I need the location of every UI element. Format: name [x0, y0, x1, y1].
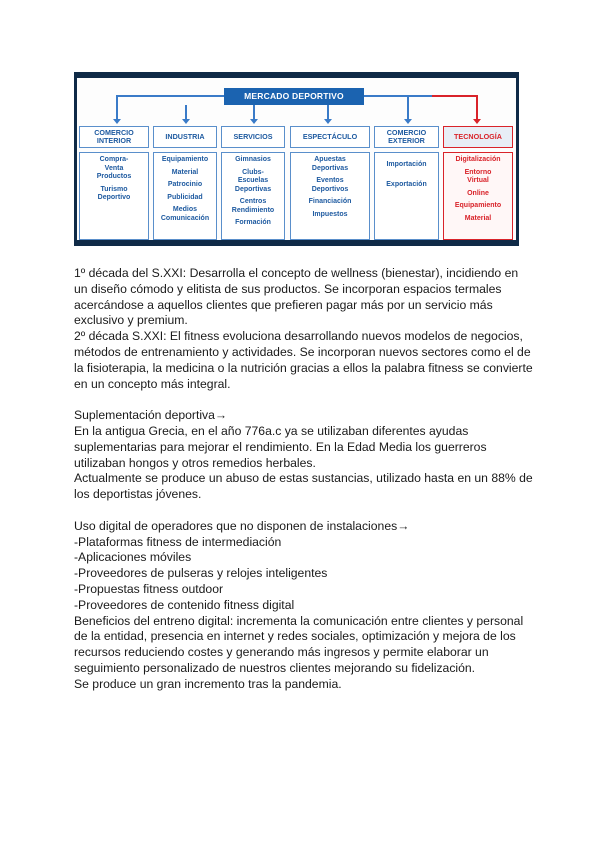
diagram-canvas [77, 78, 516, 240]
diagram-item: Importación [386, 161, 427, 168]
blank-line [74, 503, 534, 519]
arrow-icon [324, 119, 332, 124]
list-item: -Aplicaciones móviles [74, 550, 192, 565]
diagram-item: Compra- Venta Productos [96, 156, 132, 180]
diagram-item: Material [171, 168, 199, 176]
category-comercio-exterior: COMERCIO EXTERIOR [374, 126, 439, 148]
paragraph: 2º década S.XXI: El fitness evoluciona desarrollando nuevos modelos de negocios, métodos de entrenamiento y actividades. Se incorporan nuevos sectores como el de la fisioterapia, la medicina o la nutrición gracias a ellos la palabra fitness se convierte en un concepto más integral. [74, 329, 533, 391]
category-servicios: SERVICIOS [221, 126, 285, 148]
items-espectaculo [290, 152, 370, 240]
paragraph: Beneficios del entreno digital: incrementa la comunicación entre clientes y personal de la entidad, presencia en internet y redes sociales, optimización y mejora de los recursos reduciendo costes y generando más ingresos y permite elaborar un seguimiento personalizado de nuestros clientes mejorando su fidelización. [74, 613, 524, 675]
arrow-icon [113, 119, 121, 124]
diagram-item: Eventos Deportivos [311, 177, 349, 193]
connector [476, 95, 478, 119]
market-diagram [74, 72, 519, 246]
list-item: -Plataformas fitness de intermediación [74, 534, 282, 549]
arrow-icon [404, 119, 412, 124]
blank-line [74, 392, 534, 408]
diagram-item: Entorno Virtual [464, 168, 492, 184]
connector [327, 105, 329, 119]
diagram-item: Formación [235, 219, 271, 226]
diagram-item: Digitalización [455, 156, 501, 163]
paragraph: 1º década del S.XXI: Desarrolla el concepto de wellness (bienestar), incidiendo en un diseño cómodo y elitista de sus productos. Se incorporan espacios termales acercándose a aquellos clientes que prefieren pagar más por un servicio más exclusivo y premium. [74, 266, 519, 328]
items-servicios [221, 152, 285, 240]
connector [407, 95, 409, 119]
list-item: -Propuestas fitness outdoor [74, 581, 224, 596]
list-item: -Proveedores de contenido fitness digital [74, 597, 295, 612]
diagram-bottom-strip [74, 240, 519, 246]
diagram-item: Material [464, 214, 492, 222]
list-item: -Proveedores de pulseras y relojes inteligentes [74, 566, 328, 581]
diagram-item: Clubs- Escuelas Deportivas [234, 168, 272, 193]
paragraph: Se produce un gran incremento tras la pandemia. [74, 676, 342, 691]
diagram-item: Equipamiento [161, 156, 209, 163]
section-heading: Suplementación deportiva→ [74, 408, 228, 423]
diagram-title: MERCADO DEPORTIVO [224, 88, 364, 105]
paragraph: En la antigua Grecia, en el año 776a.c ya se utilizaban diferentes ayudas suplementarias para mejorar el rendimiento. En la Edad Media los guerreros utilizaban hongos y otros remedios herbales. [74, 423, 487, 470]
items-industria [153, 152, 217, 240]
connector [116, 95, 118, 119]
category-industria: INDUSTRIA [153, 126, 217, 148]
document-body [74, 266, 534, 693]
items-tecnologia [443, 152, 513, 240]
diagram-item: Impuestos [312, 210, 348, 218]
diagram-item: Apuestas Deportivas [311, 156, 349, 172]
diagram-item: Equipamiento [454, 202, 502, 209]
items-comercio-exterior [374, 152, 439, 240]
category-comercio-interior: COMERCIO INTERIOR [79, 126, 149, 148]
section-heading: Uso digital de operadores que no disponen de instalaciones→ [74, 518, 410, 533]
arrow-icon [250, 119, 258, 124]
diagram-item: Patrocinio [167, 181, 203, 188]
category-espectaculo: ESPECTÁCULO [290, 126, 370, 148]
arrow-icon [182, 119, 190, 124]
connector [432, 95, 478, 97]
diagram-item: Turismo Deportivo [97, 185, 131, 201]
diagram-item: Exportación [386, 180, 427, 188]
diagram-item: Publicidad [167, 193, 203, 201]
diagram-item: Medios Comunicación [160, 206, 210, 222]
diagram-item: Gimnasios [235, 156, 271, 163]
category-tecnologia: TECNOLOGÍA [443, 126, 513, 148]
paragraph: Actualmente se produce un abuso de estas sustancias, utilizado hasta en un 88% de los deportistas jóvenes. [74, 471, 533, 502]
connector [116, 95, 224, 97]
items-comercio-interior [79, 152, 149, 240]
arrow-icon [473, 119, 481, 124]
diagram-item: Online [467, 189, 489, 197]
diagram-item: Centros Rendimiento [231, 198, 275, 214]
connector [253, 105, 255, 119]
connector [185, 105, 187, 119]
diagram-item: Financiación [308, 198, 352, 205]
